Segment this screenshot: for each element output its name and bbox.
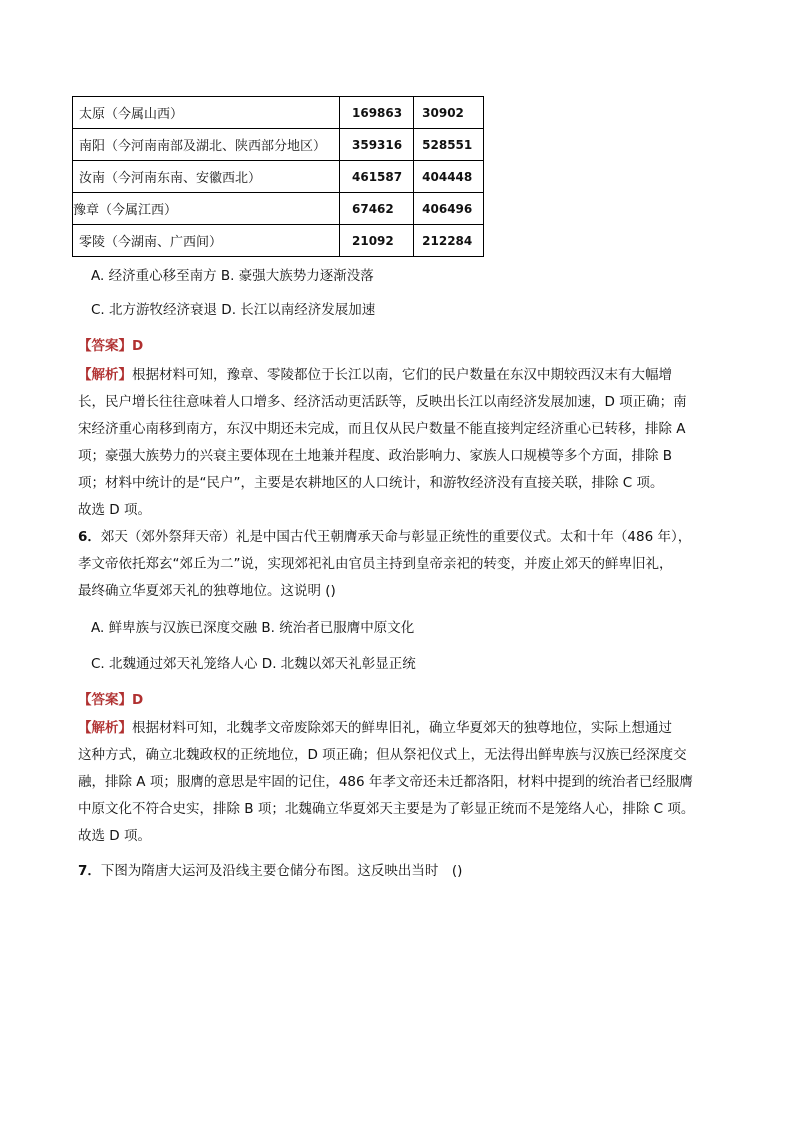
table-cell-value: 30902 xyxy=(414,97,484,129)
q5-analysis-line-2: 长，民户增长往往意味着人口增多、经济活动更活跃等，反映出长江以南经济发展加速，D 项正确；南 xyxy=(78,394,687,410)
q6-analysis-line-1 xyxy=(78,718,672,738)
q6-option-cd: C. 北魏通过郊天礼笼络人心 D. 北魏以郊天礼彰显正统 xyxy=(91,656,416,672)
q5-analysis-line-5: 项；材料中统计的是“民户”，主要是农耕地区的人口统计，和游牧经济没有直接关联，排除 C 项。 xyxy=(78,475,664,491)
answer-letter: D xyxy=(132,338,144,354)
analysis-tag: 【解析】 xyxy=(78,367,132,383)
table-cell-region: 南阳（今河南南部及湖北、陕西部分地区） xyxy=(73,129,340,161)
table-cell-value: 169863 xyxy=(340,97,414,129)
q6-stem-line-1 xyxy=(78,527,691,547)
table-cell-region: 太原（今属山西） xyxy=(73,97,340,129)
table-cell-value: 461587 xyxy=(340,161,414,193)
q5-analysis-line-3: 宋经济重心南移到南方，东汉中期还未完成，而且仅从民户数量不能直接判定经济重心已转移，排除 A xyxy=(78,421,686,437)
table-cell-value: 212284 xyxy=(414,225,484,257)
table-cell-value: 21092 xyxy=(340,225,414,257)
q6-stem-text: 郊天（郊外祭拜天帝）礼是中国古代王朝膺承天命与彰显正统性的重要仪式。太和十年（486 年）， xyxy=(100,529,692,545)
table-cell-value: 406496 xyxy=(414,193,484,225)
answer-letter: D xyxy=(132,692,144,708)
q5-option-cd: C. 北方游牧经济衰退 D. 长江以南经济发展加速 xyxy=(91,302,376,318)
q6-answer xyxy=(78,690,143,710)
table-row xyxy=(73,161,484,193)
analysis-text: 根据材料可知，北魏孝文帝废除郊天的鲜卑旧礼，确立华夏郊天的独尊地位，实际上想通过 xyxy=(132,720,672,736)
table-row xyxy=(73,129,484,161)
table-row xyxy=(73,193,484,225)
table-row xyxy=(73,97,484,129)
q5-analysis-line-6: 故选 D 项。 xyxy=(78,502,151,518)
analysis-tag: 【解析】 xyxy=(78,720,132,736)
question-number: 7． xyxy=(78,863,101,879)
table-cell-region: 豫章（今属江西） xyxy=(73,193,340,225)
q5-analysis-line-1 xyxy=(78,365,672,385)
q5-option-ab: A. 经济重心移至南方 B. 豪强大族势力逐渐没落 xyxy=(91,268,374,284)
question-number: 6． xyxy=(78,529,101,545)
answer-tag: 【答案】 xyxy=(78,338,132,354)
q6-analysis-line-2: 这种方式，确立北魏政权的正统地位，D 项正确；但从祭祀仪式上，无法得出鲜卑族与汉族已经深度交 xyxy=(78,747,687,763)
q6-stem-line-2: 孝文帝依托郑玄“郊丘为二”说，实现郊祀礼由官员主持到皇帝亲祀的转变，并废止郊天的鲜卑旧礼， xyxy=(78,556,673,572)
q6-option-ab: A. 鲜卑族与汉族已深度交融 B. 统治者已服膺中原文化 xyxy=(91,620,415,636)
q5-answer xyxy=(78,336,143,356)
table-cell-value: 404448 xyxy=(414,161,484,193)
q7-stem xyxy=(78,861,462,881)
table-cell-value: 359316 xyxy=(340,129,414,161)
table-row xyxy=(73,225,484,257)
table-cell-region: 零陵（今湖南、广西间） xyxy=(73,225,340,257)
analysis-text: 根据材料可知，豫章、零陵都位于长江以南，它们的民户数量在东汉中期较西汉末有大幅增 xyxy=(132,367,672,383)
answer-tag: 【答案】 xyxy=(78,692,132,708)
table-cell-region: 汝南（今河南东南、安徽西北） xyxy=(73,161,340,193)
table-cell-value: 67462 xyxy=(340,193,414,225)
q6-analysis-line-4: 中原文化不符合史实，排除 B 项；北魏确立华夏郊天主要是为了彰显正统而不是笼络人心，排除 C 项。 xyxy=(78,801,695,817)
population-table xyxy=(72,96,484,257)
table-cell-value: 528551 xyxy=(414,129,484,161)
q5-analysis-line-4: 项；豪强大族势力的兴衰主要体现在土地兼并程度、政治影响力、家族人口规模等多个方面，排除 B xyxy=(78,448,673,464)
table-body xyxy=(73,97,484,257)
q6-stem-line-3: 最终确立华夏郊天礼的独尊地位。这说明 () xyxy=(78,583,336,599)
q7-stem-text: 下图为隋唐大运河及沿线主要仓储分布图。这反映出当时 () xyxy=(100,863,463,879)
q6-analysis-line-5: 故选 D 项。 xyxy=(78,828,151,844)
q6-analysis-line-3: 融，排除 A 项；服膺的意思是牢固的记住，486 年孝文帝还未迁都洛阳，材料中提到的统治者已经服膺 xyxy=(78,774,693,790)
